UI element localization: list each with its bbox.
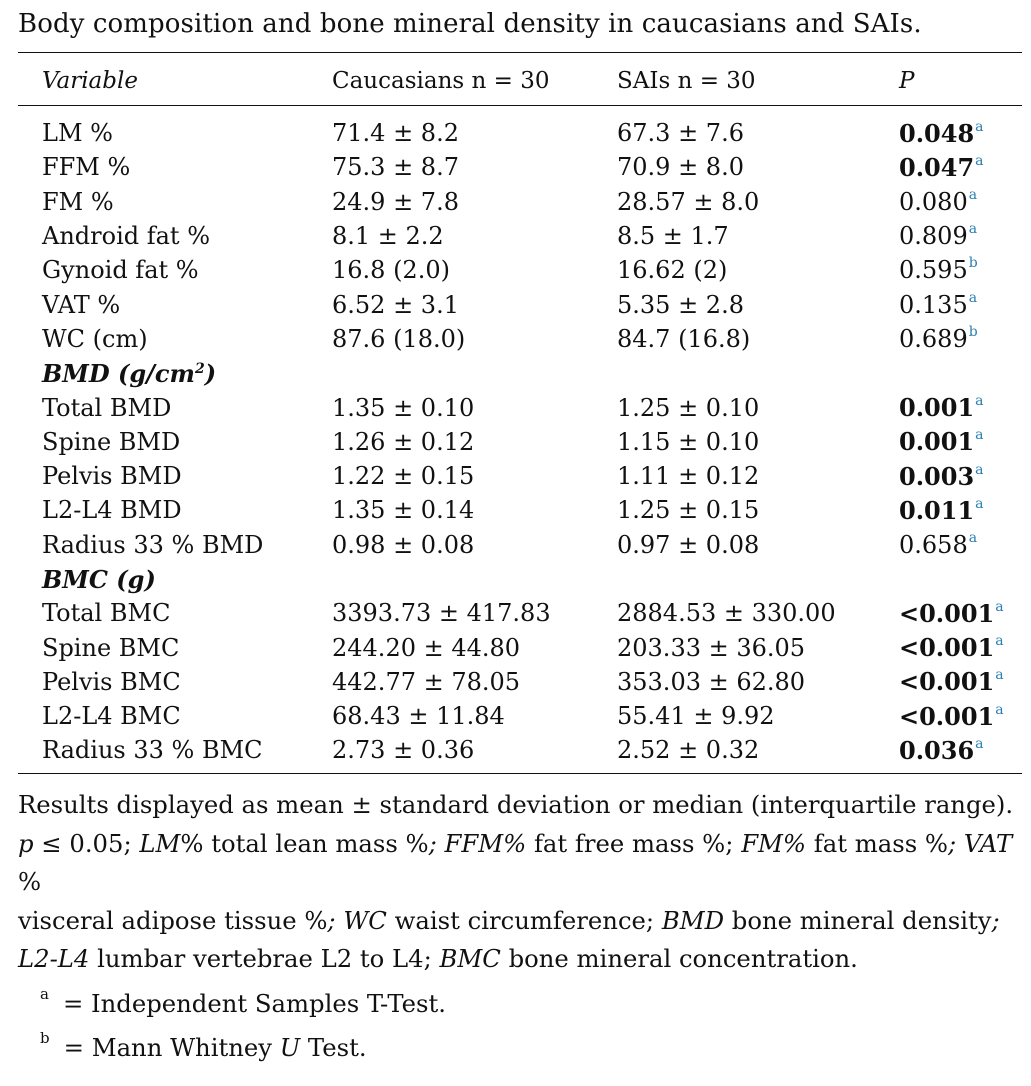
bmc-text: bone mineral concentration. — [500, 944, 858, 973]
p-value: 0.047 — [899, 152, 975, 182]
cell-caucasians: 2.73 ± 0.36 — [332, 736, 475, 765]
cell-sais: 1.15 ± 0.10 — [617, 427, 760, 456]
cell-sais: 16.62 (2) — [617, 256, 728, 285]
cell-p — [899, 459, 1022, 493]
cell-sais: 55.41 ± 9.92 — [617, 702, 775, 731]
p-value: 0.135 — [899, 290, 968, 319]
vat-text: % — [18, 867, 42, 896]
table-header-row — [18, 62, 1022, 100]
cell-caucasians: 71.4 ± 8.2 — [332, 119, 459, 148]
cell-caucasians: 1.35 ± 0.14 — [332, 496, 475, 525]
p-value: 0.658 — [899, 530, 968, 559]
semicolon: ; — [991, 905, 1000, 935]
footnote-line-1: Results displayed as mean ± standard deviation or median (interquartile range). — [18, 790, 1014, 819]
cell-caucasians: 68.43 ± 11.84 — [332, 702, 505, 731]
p-symbol: p — [18, 828, 34, 858]
table-row — [18, 665, 1022, 699]
cell-p — [899, 425, 1022, 459]
p-value: 0.595 — [899, 256, 968, 285]
cell-sais: 203.33 ± 36.05 — [617, 633, 806, 662]
p-note: b — [968, 255, 978, 272]
cell-p — [899, 390, 1022, 424]
table-body — [18, 100, 1022, 768]
cell-caucasians: 1.22 ± 0.15 — [332, 462, 475, 491]
cell-caucasians: 87.6 (18.0) — [332, 324, 466, 353]
cell-variable: Pelvis BMC — [42, 667, 181, 696]
section-bmd — [18, 356, 1022, 390]
table-row — [18, 733, 1022, 767]
cell-variable: Total BMC — [42, 599, 171, 628]
p-value: <0.001 — [899, 667, 995, 697]
p-note: a — [975, 393, 984, 410]
cell-variable: FM % — [42, 187, 114, 216]
note-b-u: U — [279, 1033, 301, 1063]
cell-caucasians: 1.35 ± 0.10 — [332, 393, 475, 422]
cell-p — [899, 596, 1022, 630]
table-row — [18, 185, 1022, 219]
p-value: <0.001 — [899, 701, 995, 731]
table-row — [18, 630, 1022, 664]
cell-sais: 2884.53 ± 330.00 — [617, 599, 836, 628]
bmd-abbr: BMD — [661, 905, 725, 935]
cell-caucasians: 244.20 ± 44.80 — [332, 633, 521, 662]
footnote-note-a — [18, 979, 1024, 1024]
cell-sais: 353.03 ± 62.80 — [617, 667, 806, 696]
p-value: <0.001 — [899, 633, 995, 663]
p-note: a — [968, 289, 978, 306]
p-note: a — [975, 735, 984, 752]
p-value: 0.036 — [899, 735, 975, 765]
header-sais: SAIs n = 30 — [617, 68, 756, 94]
vat-abbr: ; VAT — [947, 828, 1013, 858]
p-note: a — [995, 598, 1004, 615]
top-rule — [18, 52, 1022, 53]
cell-variable: Total BMD — [42, 393, 172, 422]
p-note: b — [968, 323, 978, 340]
cell-variable: Radius 33 % BMD — [42, 530, 264, 559]
p-value: 0.809 — [899, 222, 968, 251]
cell-sais: 1.25 ± 0.10 — [617, 393, 760, 422]
note-b-text-end: Test. — [300, 1033, 367, 1063]
cell-sais: 8.5 ± 1.7 — [617, 222, 729, 251]
p-note: a — [975, 461, 984, 478]
p-threshold: ≤ 0.05; — [33, 828, 140, 858]
cell-variable: L2-L4 BMD — [42, 496, 182, 525]
table-row — [18, 287, 1022, 321]
ffm-text: fat free mass %; — [526, 828, 742, 858]
table-row — [18, 425, 1022, 459]
cell-p — [899, 322, 1022, 356]
cell-p — [899, 733, 1022, 767]
wc-text: waist circumference; — [386, 905, 662, 935]
cell-variable: Spine BMC — [42, 633, 180, 662]
table-row — [18, 459, 1022, 493]
fm-abbr: FM% — [741, 828, 807, 858]
l2-abbr: L2-L4 — [18, 944, 90, 973]
p-note: a — [995, 701, 1004, 718]
cell-p — [899, 219, 1022, 253]
cell-caucasians: 0.98 ± 0.08 — [332, 530, 475, 559]
table-row — [18, 596, 1022, 630]
cell-caucasians: 6.52 ± 3.1 — [332, 290, 459, 319]
fm-text: fat mass % — [806, 828, 948, 858]
cell-caucasians: 8.1 ± 2.2 — [332, 222, 444, 251]
p-note: a — [995, 633, 1004, 650]
lm-text: % total lean mass % — [180, 828, 429, 858]
cell-caucasians: 3393.73 ± 417.83 — [332, 599, 551, 628]
cell-sais: 70.9 ± 8.0 — [617, 153, 744, 182]
cell-p — [899, 528, 1022, 562]
p-value: <0.001 — [899, 598, 995, 628]
cell-variable: Radius 33 % BMC — [42, 736, 263, 765]
footnote-note-b — [18, 1023, 1024, 1068]
cell-sais: 0.97 ± 0.08 — [617, 530, 760, 559]
section-bmd-label — [18, 356, 332, 390]
cell-caucasians: 75.3 ± 8.7 — [332, 153, 459, 182]
table-row — [18, 219, 1022, 253]
cell-caucasians: 16.8 (2.0) — [332, 256, 450, 285]
bmd-section-end: ) — [204, 358, 217, 388]
table-row — [18, 390, 1022, 424]
p-note: a — [975, 495, 984, 512]
p-note: a — [968, 221, 978, 238]
p-value: 0.689 — [899, 324, 968, 353]
cell-sais: 84.7 (16.8) — [617, 324, 751, 353]
footnote-line-4 — [18, 940, 1024, 979]
cell-p — [899, 699, 1022, 733]
l2-text: lumbar vertebrae L2 to L4; — [89, 944, 440, 973]
cell-p — [899, 150, 1022, 184]
p-note: a — [968, 529, 978, 546]
p-value: 0.001 — [899, 427, 975, 457]
cell-p — [899, 287, 1022, 321]
wc-abbr: ; WC — [327, 905, 387, 935]
p-value: 0.048 — [899, 118, 975, 148]
cell-variable: Gynoid fat % — [42, 256, 199, 285]
table-row — [18, 528, 1022, 562]
header-caucasians: Caucasians n = 30 — [332, 68, 550, 94]
cell-variable: VAT % — [42, 290, 121, 319]
vat-definition: visceral adipose tissue % — [18, 905, 328, 935]
cell-variable: Spine BMD — [42, 427, 181, 456]
cell-variable: Pelvis BMD — [42, 462, 182, 491]
table-caption: Body composition and bone mineral density in caucasians and SAIs. — [18, 9, 922, 39]
cell-sais: 1.11 ± 0.12 — [617, 462, 760, 491]
p-note: a — [975, 427, 984, 444]
cell-p — [899, 185, 1022, 219]
cell-sais: 67.3 ± 7.6 — [617, 119, 744, 148]
p-note: a — [975, 152, 984, 169]
cell-caucasians: 442.77 ± 78.05 — [332, 667, 521, 696]
spacer-row — [18, 100, 1022, 116]
ffm-abbr: ; FFM% — [428, 828, 527, 858]
cell-p — [899, 665, 1022, 699]
body-composition-table — [18, 62, 1022, 768]
bmc-section-text: BMC (g) — [42, 564, 156, 594]
note-b-mark: b — [40, 1029, 50, 1048]
cell-caucasians: 24.9 ± 7.8 — [332, 187, 459, 216]
p-note: a — [995, 667, 1004, 684]
cell-sais: 1.25 ± 0.15 — [617, 496, 760, 525]
p-value: 0.011 — [899, 495, 975, 525]
table-row — [18, 699, 1022, 733]
cell-sais: 5.35 ± 2.8 — [617, 290, 744, 319]
cell-caucasians: 1.26 ± 0.12 — [332, 427, 475, 456]
bmd-section-sup: 2 — [194, 360, 205, 377]
p-note: a — [968, 186, 978, 203]
table-row — [18, 322, 1022, 356]
bmd-section-text: BMD (g/cm — [42, 358, 195, 388]
cell-p — [899, 493, 1022, 527]
p-value: 0.001 — [899, 393, 975, 423]
bmc-abbr: BMC — [439, 944, 501, 973]
cell-sais: 28.57 ± 8.0 — [617, 187, 760, 216]
cell-p — [899, 630, 1022, 664]
cell-variable: WC (cm) — [42, 324, 148, 353]
note-b-text: = Mann Whitney — [63, 1033, 280, 1063]
note-a-mark: a — [40, 984, 49, 1003]
header-variable: Variable — [42, 68, 138, 94]
lm-abbr: LM — [139, 828, 181, 858]
p-value: 0.080 — [899, 187, 968, 216]
section-bmc-label — [18, 562, 332, 596]
cell-sais: 2.52 ± 0.32 — [617, 736, 760, 765]
cell-p — [899, 116, 1022, 150]
cell-variable: L2-L4 BMC — [42, 702, 181, 731]
footnote-line-3 — [18, 902, 1024, 941]
p-note: a — [975, 118, 984, 135]
p-value: 0.003 — [899, 461, 975, 491]
table-row — [18, 493, 1022, 527]
cell-p — [899, 253, 1022, 287]
table-row — [18, 253, 1022, 287]
header-p: P — [899, 68, 915, 94]
note-a-text: = Independent Samples T-Test. — [62, 988, 446, 1018]
bmd-text: bone mineral density — [724, 905, 992, 935]
table-row — [18, 116, 1022, 150]
cell-variable: Android fat % — [42, 222, 211, 251]
section-bmc — [18, 562, 1022, 596]
bottom-rule — [18, 773, 1022, 774]
cell-variable: LM % — [42, 119, 113, 148]
table-footnote — [18, 786, 1024, 1068]
table-row — [18, 150, 1022, 184]
footnote-line-2 — [18, 825, 1024, 902]
cell-variable: FFM % — [42, 153, 131, 182]
